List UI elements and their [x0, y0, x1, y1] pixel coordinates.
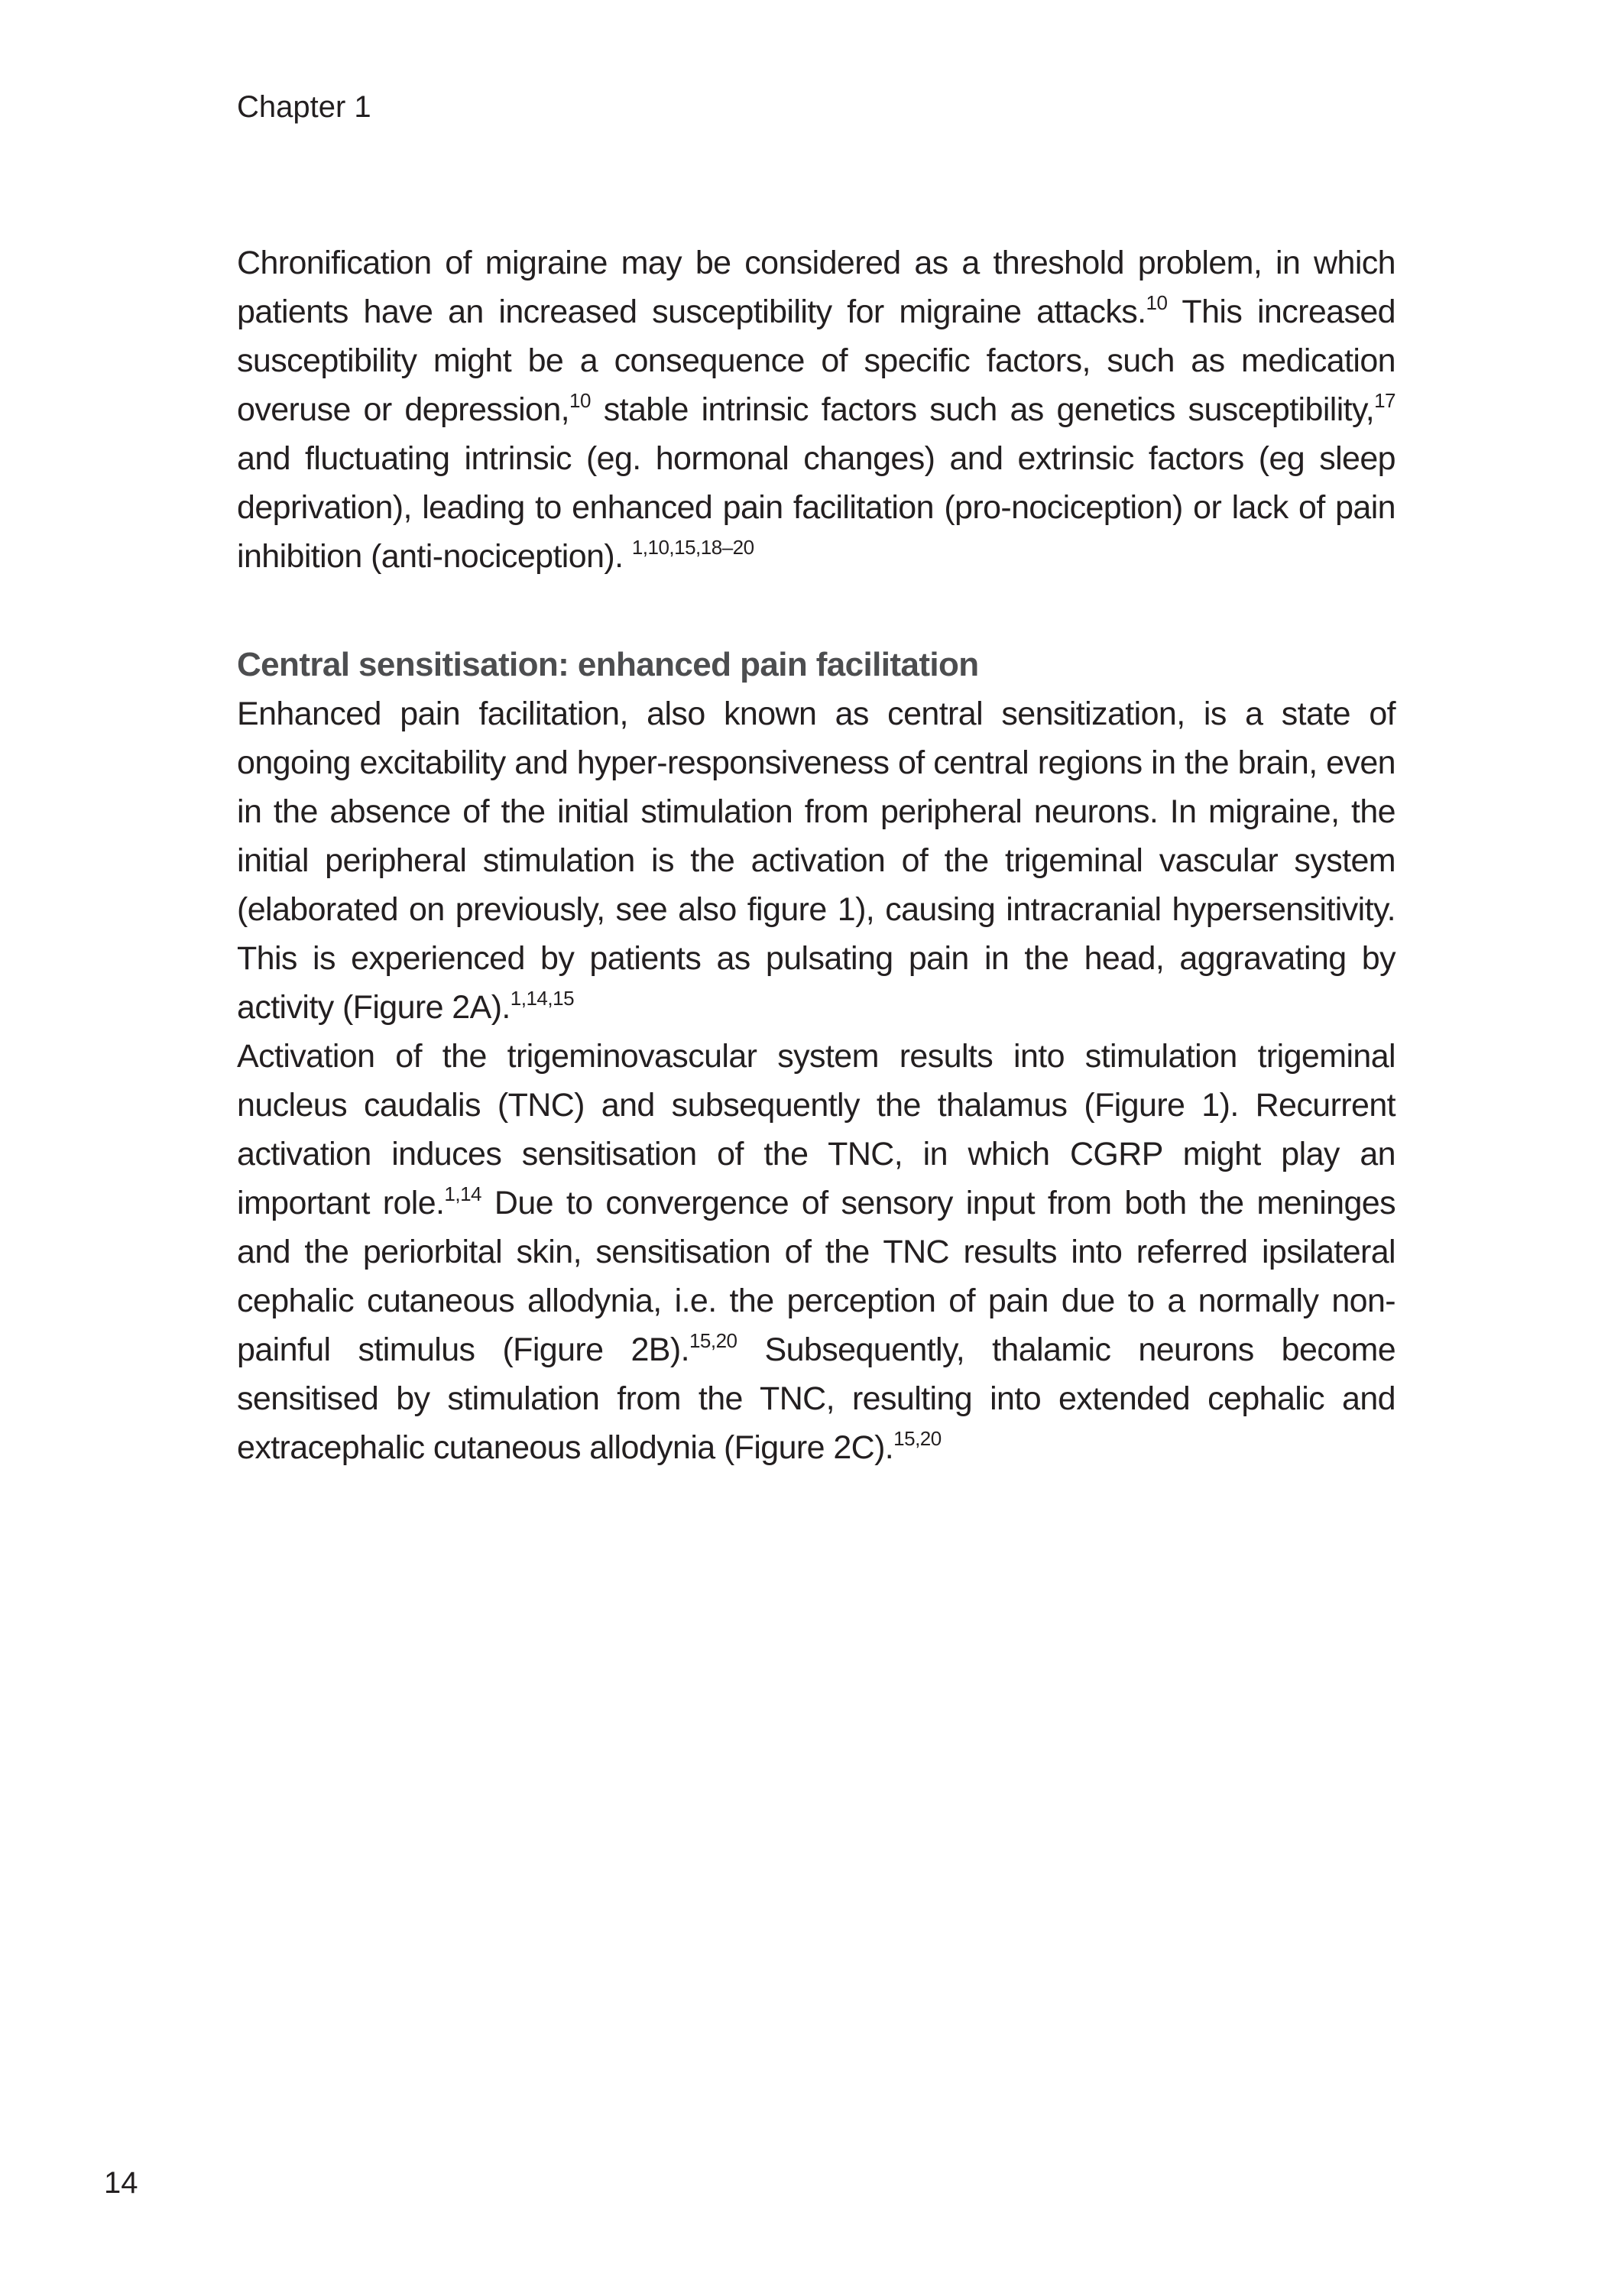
reference-superscript: 1,14,15 — [510, 987, 575, 1010]
running-header: Chapter 1 — [237, 90, 371, 124]
paragraph-activation-trigeminovascular: Activation of the trigeminovascular system results into stimulation trigeminal nucleus caudalis (TNC) and subsequently the thalamus (Figure 1). Recurrent activation induces sensitisation of the TNC, in which CGRP might play an important role.$^{1,14}$ Due to convergence of sensory input from both the meninges and the periorbital skin, sensitisation of the TNC results into referred ipsilateral cephalic cutaneous allodynia, i.e. the perception of pain due to a normally non-painful stimulus (Figure 2B).$^{15,20}$ Subsequently, thalamic neurons become sensitised by stimulation from the TNC, resulting into extended cephalic and extracephalic cutaneous allodynia (Figure 2C).$^{15,20}$ — [237, 1038, 1396, 1466]
paragraph-chronification: Chronification of migraine may be considered as a threshold problem, in which patients have an increased susceptibility for migraine attacks.$^{10}$ This increased susceptibility might be a consequence of specific factors, such as medication overuse or depression,$^{10}$ stable intrinsic factors such as genetics susceptibility,$^{17}$ and fluctuating intrinsic (eg. hormonal changes) and extrinsic factors (eg sleep deprivation), leading to enhanced pain facilitation (pro-nociception) or lack of pain inhibition (anti-nociception). $^{1,10,15,18-20}$ — [237, 245, 1395, 575]
page-content — [237, 238, 1395, 1472]
page-number: 14 — [104, 2166, 138, 2200]
paragraph-enhanced-pain-facilitation: Enhanced pain facilitation, also known as central sensitization, is a state of ongoing excitability and hyper-responsiveness of central regions in the brain, even in the absence of the initial stimulation from peripheral neurons. In migraine, the initial peripheral stimulation is the activation of the trigeminal vascular system (elaborated on previously, see also figure 1), causing intracranial hypersensitivity. This is experienced by patients as pulsating pain in the head, aggravating by activity (Figure 2A).$^{1,14,15}$ — [237, 696, 1395, 1026]
reference-superscript: 15,20 — [893, 1427, 942, 1450]
reference-superscript: 17 — [1374, 389, 1395, 412]
reference-superscript: 1,10,15,18–20 — [631, 536, 754, 559]
reference-superscript: 1,14 — [444, 1182, 481, 1205]
reference-superscript: 10 — [1146, 291, 1168, 314]
reference-superscript: 10 — [569, 389, 591, 412]
reference-superscript: 15,20 — [689, 1329, 737, 1352]
section-heading-central-sensitisation: Central sensitisation: enhanced pain facilitation — [237, 646, 979, 683]
